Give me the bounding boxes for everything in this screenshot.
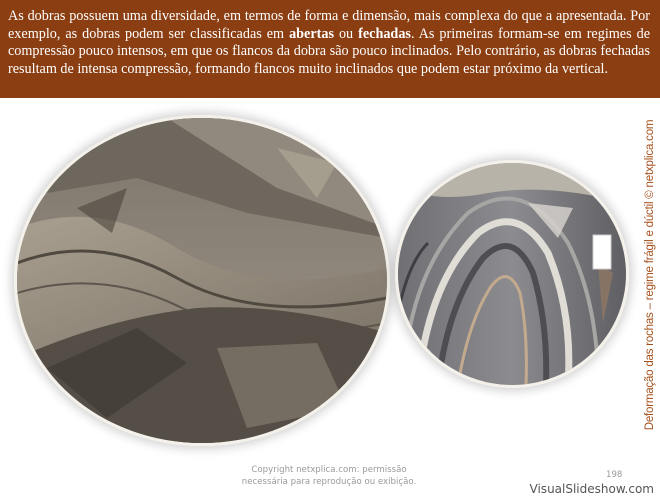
section-title-text: Deformação das rochas – regime frágil e dúctil © netxplica.com [644, 119, 656, 431]
copyright-line-1: Copyright netxplica.com: permissão [251, 465, 407, 475]
watermark: VisualSlideshow.com [529, 482, 654, 496]
text-part-2: ou [333, 25, 359, 42]
closed-fold-rock-image [398, 163, 626, 385]
term-abertas: abertas [289, 25, 334, 42]
term-fechadas: fechadas [358, 25, 411, 42]
open-fold-rock-image [17, 118, 387, 443]
closed-fold-photo [395, 160, 629, 388]
copyright-line-2: necessária para reprodução ou exibição. [241, 477, 417, 487]
text-part-1: As dobras possuem uma diversidade, em termos de forma e dimensão, mais complexa do que a apresentada. Por exemplo, as dobras podem ser classificadas em [8, 8, 650, 42]
vertical-section-title [643, 100, 657, 450]
text-part-3: . As primeiras formam-se em regimes de compressão pouco intensos, em que os flancos da dobra são pouco inclinados. Pelo contrário, as dobras fechadas resultam de intensa compressão, formando flancos muito inclinados que podem estar próximo da vertical. [8, 25, 650, 77]
page-number: 198 [606, 470, 623, 480]
open-fold-photo [14, 115, 390, 446]
slide-text-box [0, 0, 660, 98]
copyright-notice [224, 464, 434, 488]
